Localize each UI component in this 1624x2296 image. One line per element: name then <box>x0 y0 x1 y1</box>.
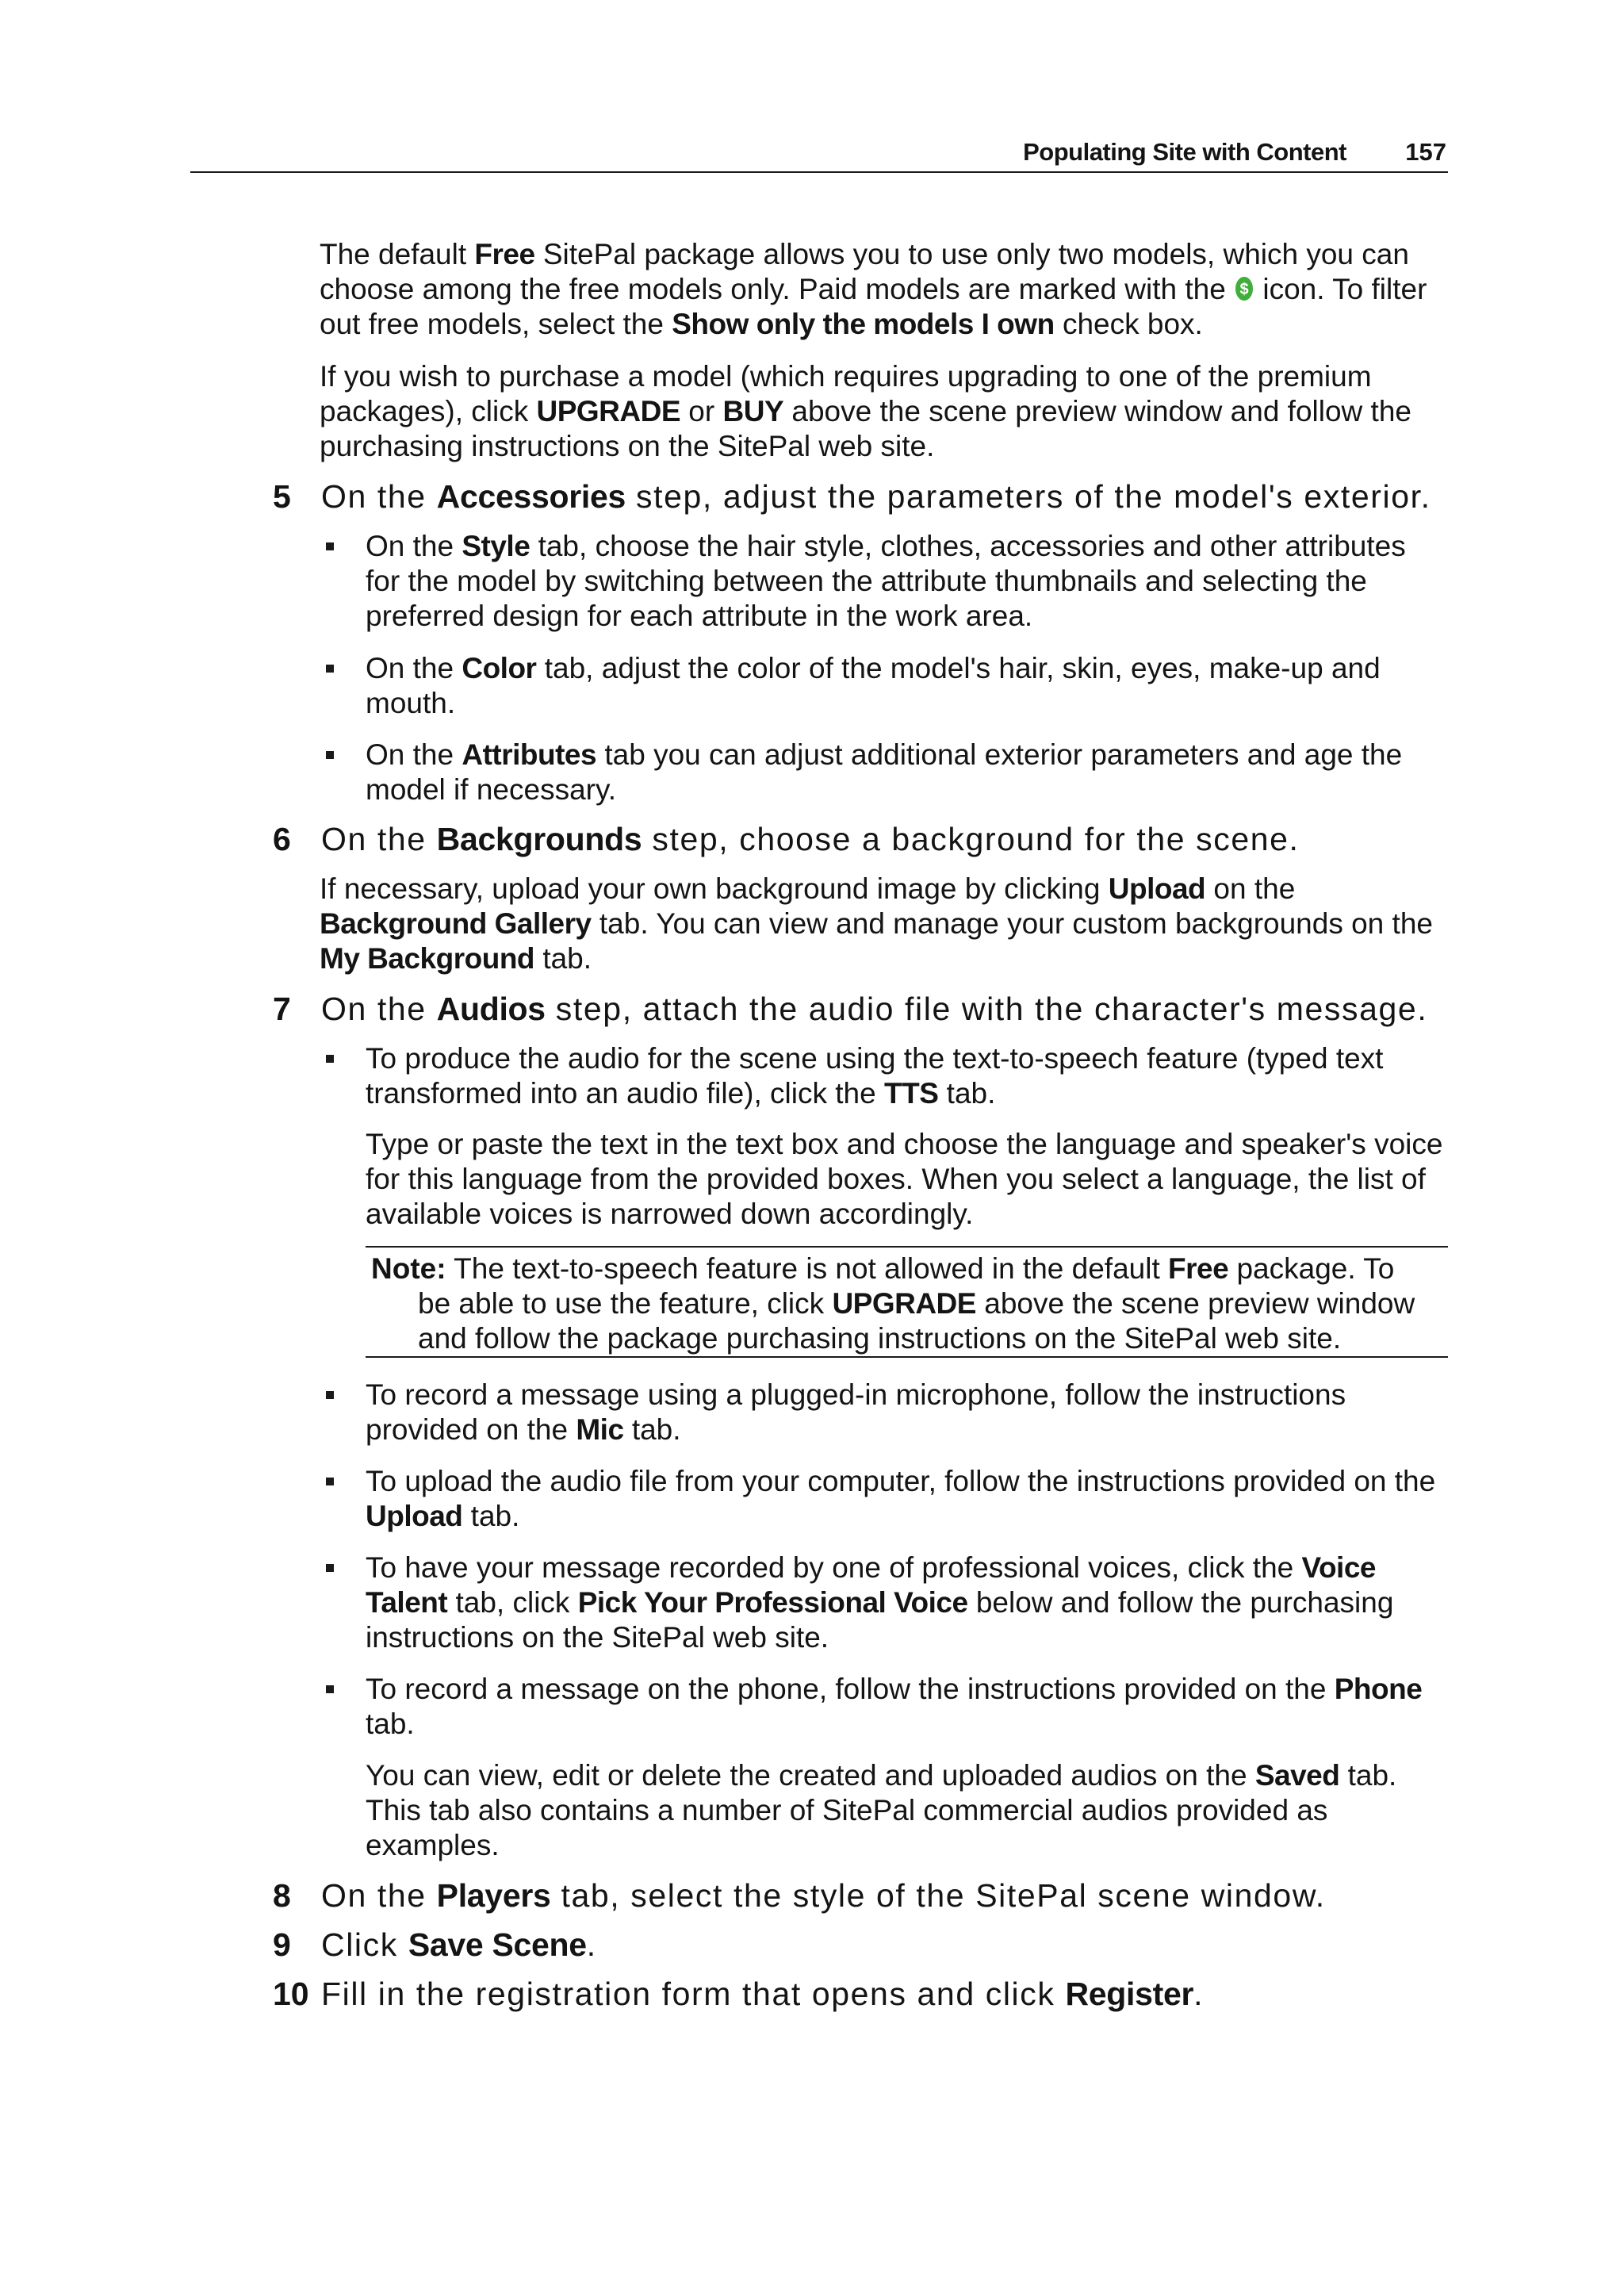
step-text: On the Audios step, attach the audio file with the character's message. <box>321 991 1428 1027</box>
running-header <box>190 135 1448 173</box>
step-text: Fill in the registration form that opens and click Register. <box>321 1976 1205 2012</box>
bullet-color-tab: On the Color tab, adjust the color of the model's hair, skin, eyes, make-up and mouth. <box>366 651 1446 721</box>
tts-paragraph: Type or paste the text in the text box and choose the language and speaker's voice for this language from the provided boxes. When you select a language, the list of available voices is narrowed down accordingly. <box>366 1128 1443 1230</box>
note-line-1: Note: The text-to-speech feature is not allowed in the default Free package. To <box>371 1252 1395 1285</box>
step-text: On the Accessories step, adjust the parameters of the model's exterior. <box>321 478 1431 515</box>
step-number: 5 <box>273 478 291 515</box>
step-number: 10 <box>273 1976 309 2012</box>
bullet-voice-talent-tab: To have your message recorded by one of professional voices, click the Voice Talent tab, click Pick Your Professional Voice below and follow the purchasing instructions on the SitePal web site. <box>366 1550 1446 1655</box>
bullet-marker <box>326 542 334 550</box>
page-number: 157 <box>1405 138 1446 166</box>
saved-tab-paragraph: You can view, edit or delete the created and uploaded audios on the Saved tab. This tab also contains a number of SitePal commercial audios provided as examples. <box>366 1759 1397 1861</box>
bullet-marker <box>326 751 334 759</box>
bullet-upload-tab: To upload the audio file from your computer, follow the instructions provided on the Upload tab. <box>366 1464 1446 1534</box>
step-text: On the Backgrounds step, choose a background for the scene. <box>321 821 1300 857</box>
bullet-tts-tab: To produce the audio for the scene using the text-to-speech feature (typed text transformed into an audio file), click the TTS tab. <box>366 1041 1446 1111</box>
bullet-marker <box>326 1391 334 1399</box>
paid-model-icon <box>1234 275 1254 302</box>
note-box <box>366 1246 1448 1358</box>
bullet-phone-tab: To record a message on the phone, follow the instructions provided on the Phone tab. <box>366 1672 1446 1742</box>
step-number: 8 <box>273 1877 291 1914</box>
bullet-marker <box>326 1478 334 1485</box>
note-label: Note: <box>371 1252 446 1285</box>
step-number: 6 <box>273 821 291 857</box>
step-text: Click Save Scene. <box>321 1926 597 1963</box>
bullet-attributes-tab: On the Attributes tab you can adjust additional exterior parameters and age the model if necessary. <box>366 738 1446 807</box>
step-text: On the Players tab, select the style of the SitePal scene window. <box>321 1877 1326 1914</box>
bullet-marker <box>326 1685 334 1693</box>
intro-paragraph-1: The default Free SitePal package allows you to use only two models, which you can choose among the free models only. Paid models are marked with the $ icon. To filter out free models, select the Show only the models I own check box. <box>320 238 1427 340</box>
chapter-title: Populating Site with Content <box>1023 138 1346 166</box>
bullet-mic-tab: To record a message using a plugged-in microphone, follow the instructions provided on the Mic tab. <box>366 1378 1446 1447</box>
svg-text:$: $ <box>1239 281 1249 298</box>
bullet-marker <box>326 1564 334 1572</box>
bullet-style-tab: On the Style tab, choose the hair style, clothes, accessories and other attributes for the model by switching between the attribute thumbnails and selecting the preferred design for each attribute in the work area. <box>366 529 1446 634</box>
step-number: 9 <box>273 1926 291 1963</box>
bullet-marker <box>326 665 334 673</box>
step-number: 7 <box>273 991 291 1027</box>
intro-paragraph-2: If you wish to purchase a model (which requires upgrading to one of the premium packages), click UPGRADE or BUY above the scene preview window and follow the purchasing instructions on the SitePal web site. <box>320 360 1411 462</box>
backgrounds-paragraph: If necessary, upload your own background image by clicking Upload on the Background Gallery tab. You can view and manage your custom backgrounds on the My Background tab. <box>320 872 1433 975</box>
bullet-marker <box>326 1055 334 1063</box>
note-continuation: be able to use the feature, click UPGRADE above the scene preview window and follow the package purchasing instructions on the SitePal web site. <box>418 1287 1415 1355</box>
